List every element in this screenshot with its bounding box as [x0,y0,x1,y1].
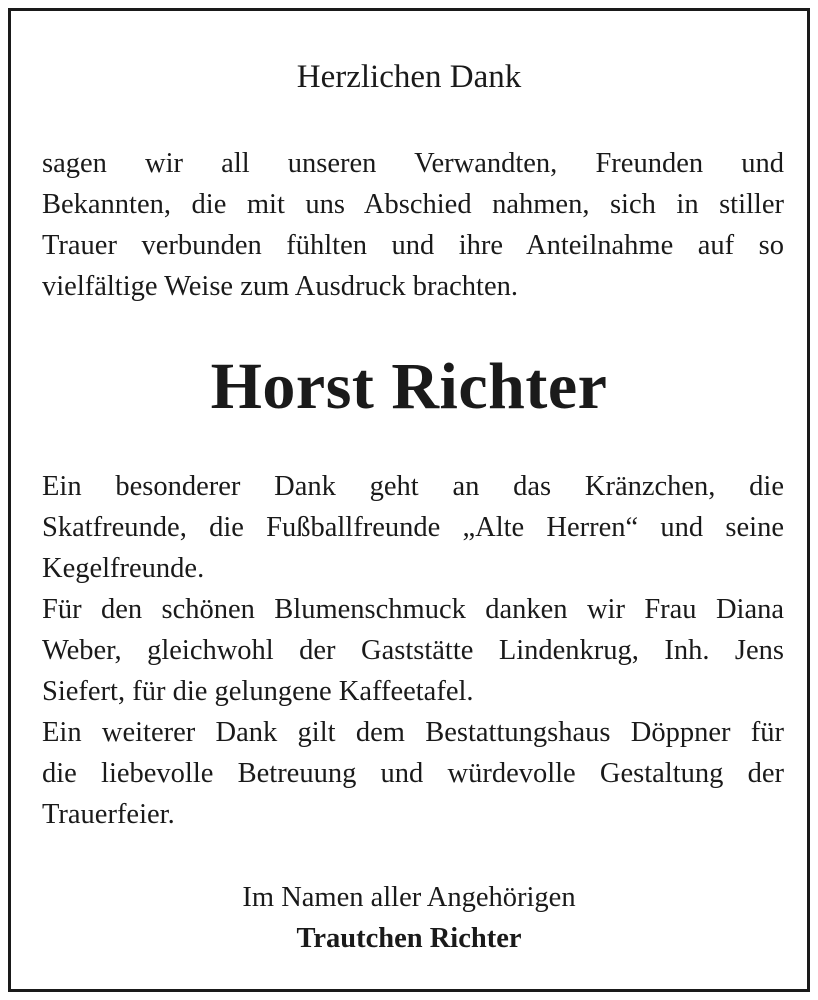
thanks-line: Ein weiterer Dank gilt dem Bestattungshaus Döppner für [42,717,784,748]
thanks-paragraph-1 [42,466,784,589]
intro-paragraph [42,143,784,307]
intro-line: sagen wir all unseren Verwandten, Freunden und [42,148,784,179]
signer-name: Trautchen Richter [296,923,522,954]
thanks-line: die liebevolle Betreuung und würdevolle Gestaltung der [42,758,784,789]
intro-line: Bekannten, die mit uns Abschied nahmen, sich in stiller [42,189,784,220]
notice-frame [8,8,810,992]
thanks-line: Für den schönen Blumenschmuck danken wir Frau Diana [42,594,784,625]
thanks-line: Skatfreunde, die Fußballfreunde „Alte Herren“ und seine [42,512,784,543]
thanks-line: Trauerfeier. [42,799,175,830]
thanks-line: Kegelfreunde. [42,553,205,584]
thanks-line: Weber, gleichwohl der Gaststätte Lindenkrug, Inh. Jens [42,635,784,666]
closing-line: Im Namen aller Angehörigen [242,882,576,913]
thanks-paragraph-3 [42,712,784,835]
thanks-line: Ein besonderer Dank geht an das Kränzchen, die [42,471,784,502]
intro-line: vielfältige Weise zum Ausdruck brachten. [42,271,518,302]
deceased-name: Horst Richter [210,350,608,423]
notice-heading: Herzlichen Dank [296,59,522,95]
intro-line: Trauer verbunden fühlten und ihre Anteilnahme auf so [42,230,784,261]
thanks-paragraph-2 [42,589,784,712]
thanks-line: Siefert, für die gelungene Kaffeetafel. [42,676,474,707]
